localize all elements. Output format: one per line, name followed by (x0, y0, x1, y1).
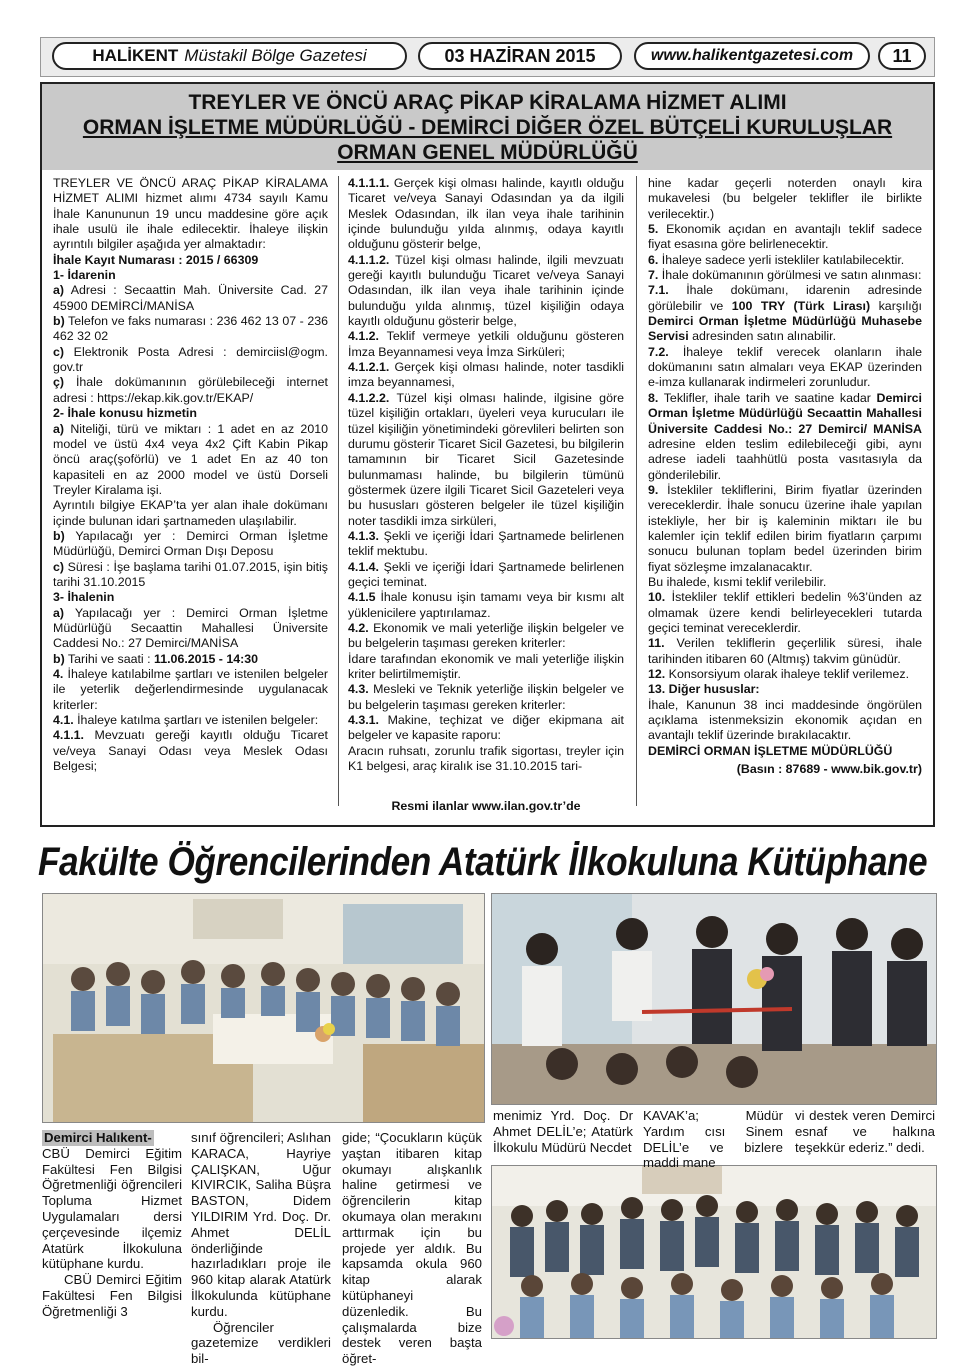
tender-bold-text: 7. (648, 268, 659, 283)
tender-paragraph (648, 345, 922, 391)
column-divider (338, 176, 339, 806)
tender-text: Ekonomik ve mali yeterliğe ilişkin belgeler ve bu belgelerin taşıması gereken kriterler: (348, 620, 624, 651)
tender-paragraph (648, 744, 922, 759)
tender-text: Yapılacağı yer : Demirci Orman İşletme Müdürlüğü Secaattin Mahallesi Üniversite Caddesi No.: 27 Demirci/MANİSA (53, 605, 328, 651)
tender-text: Tüzel kişi olması halinde, ilgili mevzuatı gereği kayıtlı bulunduğu Ticaret ve/veya Sanayi Odasından, ilk ilan veya ihale tarihinin içinde bulunduğu yılda alınmış, tüzel kişiliğin odaya kayıtlı olduğunu gösterir belge, (348, 252, 624, 329)
tender-paragraph (648, 575, 922, 590)
tender-paragraph (53, 176, 328, 253)
tender-text: Teklif vermeye yetkili olduğunu gösteren İmza Beyannamesi veya İmza Sirküleri; (348, 329, 624, 359)
classroom-group-photo (42, 893, 485, 1123)
tender-paragraph (648, 283, 922, 344)
tender-paragraph (53, 375, 328, 406)
tender-bold-text: DEMİRCİ ORMAN İŞLETME MÜDÜRLÜĞÜ (648, 743, 893, 758)
tender-bold-text: 4.1.4. (348, 559, 380, 574)
tender-text: Gerçek kişi olması halinde, kayıtlı olduğu Ticaret ve/veya Sanayi Odasından ya da ilgili Meslek Odasından, ilk ilan veya ihale tarihinin içinde bulunduğu yılda alınmış, odaya kayıtlı olduğunu gösterir belge, (348, 176, 624, 252)
tender-paragraph (648, 698, 922, 744)
tender-bold-text: 4.1.2.2. (348, 390, 390, 405)
tender-title-block (42, 84, 933, 170)
article-text: vi destek veren Demirci esnaf ve halkına teşekkür ederiz.” dedi. (795, 1108, 935, 1155)
article-headline: Fakülte Öğrencilerinden Atatürk İlkokuluna Kütüphane (38, 840, 928, 884)
tender-text: Şekli ve içeriği İdari Şartnamede belirlenen geçici teminat. (348, 559, 624, 589)
tender-text: Süresi : İşe başlama tarihi 01.07.2015, işin bitiş tarihi 31.10.2015 (53, 559, 328, 589)
tender-text: Ekonomik açıdan en avantajlı teklif sadece fiyat esasına göre belirlenecektir. (648, 222, 922, 252)
tender-text: Bu ihalede, kısmi teklif verilebilir. (648, 574, 827, 589)
article-byline: Demirci Halıkent- (44, 1130, 152, 1145)
tender-text: İhaleye teklif verecek olanların ihale dokümanını satın almaları veya EKAP üzerinden e-imza kullanarak indirmeleri zorunludur. (648, 344, 922, 390)
tender-paragraph (648, 590, 922, 636)
tender-text: Aracın ruhsatı, zorunlu trafik sigortası, treyler için K1 belgesi, araç kiralık ise 31.10.2015 tari- (348, 743, 624, 774)
tender-paragraph (53, 728, 328, 774)
tender-paragraph (348, 176, 624, 253)
tender-text: Telefon ve faks numarası : 236 462 13 07 - 236 462 32 02 (53, 314, 328, 344)
tender-bold-text: 11.06.2015 - 14:30 (154, 651, 259, 666)
tender-paragraph (348, 652, 624, 683)
tender-paragraph (53, 283, 328, 314)
tender-paragraph (348, 360, 624, 391)
tender-paragraph (348, 329, 624, 360)
tender-text: Şekli ve içeriği İdari Şartnamede belirlenen teklif mektubu. (348, 528, 624, 559)
tender-paragraph (648, 682, 922, 697)
tender-title-line-3: ORMAN GENEL MÜDÜRLÜĞÜ (337, 141, 638, 164)
tender-paragraph (53, 314, 328, 345)
tender-text: Yapılacağı yer : Demirci Orman İşletme Müdürlüğü, Demirci Orman Dışı Deposu (53, 528, 328, 559)
tender-bold-text: 4.3. (348, 682, 369, 697)
tender-bold-text: 10. (648, 590, 666, 605)
press-registration: (Basın : 87689 - www.bik.gov.tr) (736, 762, 922, 777)
tender-paragraph (648, 222, 922, 253)
tender-paragraph (348, 682, 624, 713)
tender-paragraph (53, 253, 328, 268)
tender-bold-text: 4.1.5 (348, 590, 376, 605)
tender-paragraph (53, 606, 328, 652)
tender-paragraph (53, 422, 328, 499)
tender-text: Teklifler, ihale tarih ve saatine kadar (658, 390, 877, 405)
tender-text: Verilen tekliflerin geçerlilik süresi, ihale tarihinden itibaren 60 (Altmış) takvim günüdür. (648, 636, 922, 666)
tender-paragraph (348, 253, 624, 330)
tender-bold-text: Demirci Orman İşletme Müdürlüğü Secaattin Mahallesi Üniversite Caddesi No.: 27 Demirci/ MANİSA (648, 390, 922, 436)
library-group-photo (491, 1165, 937, 1339)
tender-text: adresinden satın alınabilir. (688, 329, 837, 344)
tender-bold-text: 3- İhalenin (53, 590, 115, 605)
tender-text: Gerçek kişi olması halinde, noter tasdikli imza beyannamesi, (348, 360, 624, 390)
tender-bold-text: 4. (53, 667, 64, 681)
tender-bold-text: c) (53, 344, 65, 359)
tender-bold-text: 4.1.1.2. (348, 252, 390, 267)
tender-bold-text: 2- İhale konusu hizmetin (53, 406, 197, 421)
tender-paragraph (648, 636, 922, 667)
tender-paragraph (648, 176, 922, 222)
tender-text: İstekliler tekliflerini, Birim fiyatlar üzerinden vereceklerdir. İhale sonucu üzerine ihale yapılan istekliyle, her bir iş kaleminin miktarı ile bu kalemler için teklif edilen birim fiyatların çarpımı sonucu bulunan toplam bedel üzerinden birim fiyat sözleşme imzalanacaktır. (648, 482, 922, 574)
tender-paragraph (348, 744, 624, 775)
tender-paragraph (648, 253, 922, 268)
article-column-3 (342, 1130, 482, 1367)
column-divider (636, 176, 637, 806)
article-column-5 (643, 1108, 783, 1171)
tender-bold-text: 11. (648, 636, 665, 651)
tender-text: Niteliği, türü ve miktarı : 1 adet en az 2010 model ve üstü 4x4 veya 4x2 Çift Kabin Pikap öncü araç(şoförlü) ve 1 adet En az 40 ton kapasiteli en az 2000 model ve üstü Dorseli Treyler Kiralama işi. (53, 421, 328, 497)
tender-paragraph (53, 667, 328, 713)
tender-column-2 (348, 176, 624, 774)
tender-bold-text: 9. (648, 482, 659, 497)
tender-bold-text: c) (53, 559, 65, 574)
tender-paragraph (348, 391, 624, 529)
tender-text: Konsorsiyum olarak ihaleye teklif verilemez. (665, 667, 910, 681)
tender-text: İstekliler teklif ettikleri bedelin %3’ünden az olmamak üzere kendi belirleyecekleri tutarda geçici teminat vereceklerdir. (648, 590, 922, 635)
tender-bold-text: 4.3.1. (348, 713, 380, 728)
tender-paragraph (53, 652, 328, 667)
tender-text: Tarihi ve saati : (64, 651, 155, 666)
official-ads-note: Resmi ilanlar www.ilan.gov.tr’de (391, 799, 581, 813)
tender-paragraph (648, 391, 922, 483)
tender-text: Ayrıntılı bilgiye EKAP’ta yer alan ihale dokümanı içinde bulunan idari şartnameden ulaşılabilir. (53, 498, 328, 528)
tender-bold-text: 4.1.2.1. (348, 360, 390, 375)
tender-paragraph (53, 713, 328, 728)
tender-paragraph (348, 621, 624, 652)
tender-text: Makine, teçhizat ve diğer ekipmana ait belgeler ve kapasite raporu: (348, 713, 624, 743)
tender-paragraph (648, 268, 922, 283)
article-column-1 (42, 1130, 182, 1320)
tender-text: İhale konusu işin tamamı veya bir kısmı alt yüklenicilere yaptırılamaz. (348, 590, 624, 620)
tender-paragraph (53, 590, 328, 605)
tender-bold-text: a) (53, 421, 65, 436)
tender-text: İhale, Kanunun 38 inci maddesinde öngörülen açıklama istenmeksizin ekonomik açıdan en avantajlı teklif üzerinde bırakılacaktır. (648, 697, 922, 743)
tender-text: hine kadar geçerli noterden onaylı kira mukavelesi (bu belgeler teklifler ile birlikte verilecektir.) (648, 176, 922, 221)
tender-bold-text: 100 TRY (Türk Lirası) (731, 298, 871, 313)
article-text: KAVAK’a; Müdür Yardım cısı Sinem DELİL’e ve bizlere maddi mane (643, 1108, 783, 1171)
tender-bold-text: 4.1.1. (53, 728, 85, 743)
tender-bold-text: 6. (648, 252, 659, 267)
tender-bold-text: 1- İdarenin (53, 268, 116, 283)
tender-title-line-1: TREYLER VE ÖNCÜ ARAÇ PİKAP KİRALAMA HİZMET ALIMI (188, 91, 787, 114)
ribbon-cutting-photo (491, 893, 937, 1105)
issue-date: 03 HAZİRAN 2015 (418, 42, 622, 70)
tender-text: Mesleki ve Teknik yeterliğe ilişkin belgeler ve bu belgelerin taşıması gereken kriterler: (348, 682, 624, 712)
tender-bold-text: b) (53, 528, 65, 543)
tender-column-3 (648, 176, 922, 777)
tender-bold-text: Demirci Orman İşletme Müdürlüğü Muhasebe Servisi (648, 314, 922, 344)
tender-paragraph (648, 483, 922, 575)
tender-text: İdare tarafından ekonomik ve mali yeterliğe ilişkin kriter belirtilmemiştir. (348, 651, 624, 681)
tender-column-1 (53, 176, 328, 774)
tender-text: İhale dokümanının görülmesi ve satın alınması: (658, 268, 922, 283)
article-text: sınıf öğrencileri; Aslıhan KARACA, Hayriye ÇALIŞKAN, Uğur KIVIRCIK, Saliha Büşra BASTON, Didem YILDIRIM Yrd. Doç. Dr. Ahmet DELİL önderliğinde hazırladıkları proje ile 960 kitap alarak Atatürk İlkokulunda kütüphane kurdu. (191, 1130, 332, 1319)
website-link[interactable]: www.halikentgazetesi.com (634, 42, 870, 70)
tender-text: karşılığı (870, 298, 922, 313)
article-text: Öğrenciler gazetemize verdikleri bil- (191, 1319, 331, 1367)
tender-paragraph (348, 560, 624, 591)
tender-paragraph (348, 529, 624, 560)
paper-name: HALİKENT (92, 46, 179, 65)
tender-bold-text: 7.1. (648, 283, 669, 298)
tender-bold-text: 7.2. (648, 344, 669, 359)
tender-paragraph (53, 498, 328, 529)
article-text: gide; “Çocukların küçük yaştan itibaren kitap okumayı alışkanlık haline getirmesi ve öğrencilerin kitap okumaya olan merakını arttırmak için bu projede yer aldık. Bu kapsamda okula 960 kitap alarak kütüphaneyi düzenledik. Bu çalışmalarda bize destek veren başta öğret- (342, 1130, 482, 1367)
tender-paragraph (53, 406, 328, 421)
tender-paragraph (53, 560, 328, 591)
article-text: CBÜ Demirci Eğitim Fakültesi Fen Bilgisi Öğretmenliği öğrencileri Topluma Hizmet Uygulamaları dersi çerçevesinde ilçemiz Atatürk İlkokuluna kütüphane kurdu. (42, 1145, 182, 1272)
article-column-4 (493, 1108, 633, 1155)
tender-text: İhaleye katılma şartları ve istenilen belgeler: (73, 713, 319, 728)
tender-bold-text: a) (53, 283, 65, 298)
article-column-2 (191, 1130, 331, 1367)
article-column-6 (795, 1108, 935, 1155)
article-text: CBÜ Demirci Eğitim Fakültesi Fen Bilgisi Öğretmenliği 3 (42, 1272, 182, 1319)
tender-bold-text: 4.2. (348, 620, 369, 635)
tender-bold-text: 4.1. (53, 713, 74, 728)
tender-paragraph (53, 345, 328, 376)
tender-text: TREYLER VE ÖNCÜ ARAÇ PİKAP KİRALAMA HİZMET ALIMI hizmet alımı 4734 sayılı Kamu İhale Kanununun 19 uncu maddesine göre açık ihale usulü ile ihale edilecektir. İhaleye ilişkin ayrıntılı bilgiler aşağıda yer almaktadır: (53, 176, 328, 252)
tender-text: İhaleye sadece yerli istekliler katılabilecektir. (658, 252, 905, 267)
tender-text: İhaleye katılabilme şartları ve istenilen belgeler ile yeterlik değerlendirmesinde uygulanacak kriterler: (53, 667, 328, 712)
tender-bold-text: 4.1.2. (348, 329, 380, 344)
paper-subtitle: Müstakil Bölge Gazetesi (184, 46, 367, 65)
tender-paragraph (348, 713, 624, 744)
tender-bold-text: 12. (648, 667, 666, 681)
article-text: menimiz Yrd. Doç. Dr Ahmet DELİL’e; Atatürk İlkokulu Müdürü Necdet (493, 1108, 633, 1155)
tender-bold-text: 4.1.1.1. (348, 176, 390, 190)
masthead-pill (52, 42, 407, 70)
tender-text: Adresi : Secaattin Mah. Üniversite Cad. 27 45900 DEMİRCİ/MANİSA (53, 283, 328, 313)
tender-paragraph (348, 590, 624, 621)
tender-bold-text: 4.1.3. (348, 528, 380, 543)
tender-paragraph (53, 268, 328, 283)
tender-text: adresine elden teslim edilebileceği gibi, aynı adrese iadeli taahhütlü posta vasıtasıyla da gönderilebilir. (648, 436, 922, 482)
tender-bold-text: 8. (648, 390, 659, 405)
tender-bold-text: ç) (53, 375, 65, 390)
tender-text: Mevzuatı gereği kayıtlı olduğu Ticaret ve/veya Sanayi Odası veya Meslek Odası Belgesi; (53, 728, 328, 774)
tender-bold-text: b) (53, 651, 65, 666)
tender-bold-text: İhale Kayıt Numarası : 2015 / 66309 (53, 252, 259, 267)
tender-bold-text: a) (53, 605, 65, 620)
tender-bold-text: 5. (648, 222, 659, 237)
tender-text: İhale dokümanının görülebileceği internet adresi : https://ekap.kik.gov.tr/EKAP/ (53, 375, 328, 405)
tender-bold-text: b) (53, 314, 65, 329)
tender-text: Tüzel kişi olması halinde, ilgisine göre tüzel kişiliğin ortakları, üyeleri veya kurucuları ile tüzel kişiliğin yönetimindeki görevlileri belirten son durumu gösterir Ticaret Sicil Gazetesi, bu bilgilerin tamamının bir Ticaret Sicil Gazetesinde bulunmaması halinde, bu bilgilerin tümünü göstermek üzere ilgili Ticaret Sicil Gazeteleri veya bu hususları gösteren belgeler ile tüzel kişiliğin noter tasdikli imza sirküleri, (348, 390, 624, 528)
page-number: 11 (878, 42, 926, 70)
tender-text: İhale dokümanı, idarenin adresinde görülebilir ve (648, 283, 922, 313)
tender-text: Elektronik Posta Adresi : demirciisl@ogm. gov.tr (53, 344, 328, 375)
tender-paragraph (648, 667, 922, 682)
tender-paragraph (53, 529, 328, 560)
tender-bold-text: 13. Diğer hususlar: (648, 682, 760, 697)
tender-title-line-2: ORMAN İŞLETME MÜDÜRLÜĞÜ - DEMİRCİ DİĞER ÖZEL BÜTÇELİ KURULUŞLAR (82, 116, 893, 139)
